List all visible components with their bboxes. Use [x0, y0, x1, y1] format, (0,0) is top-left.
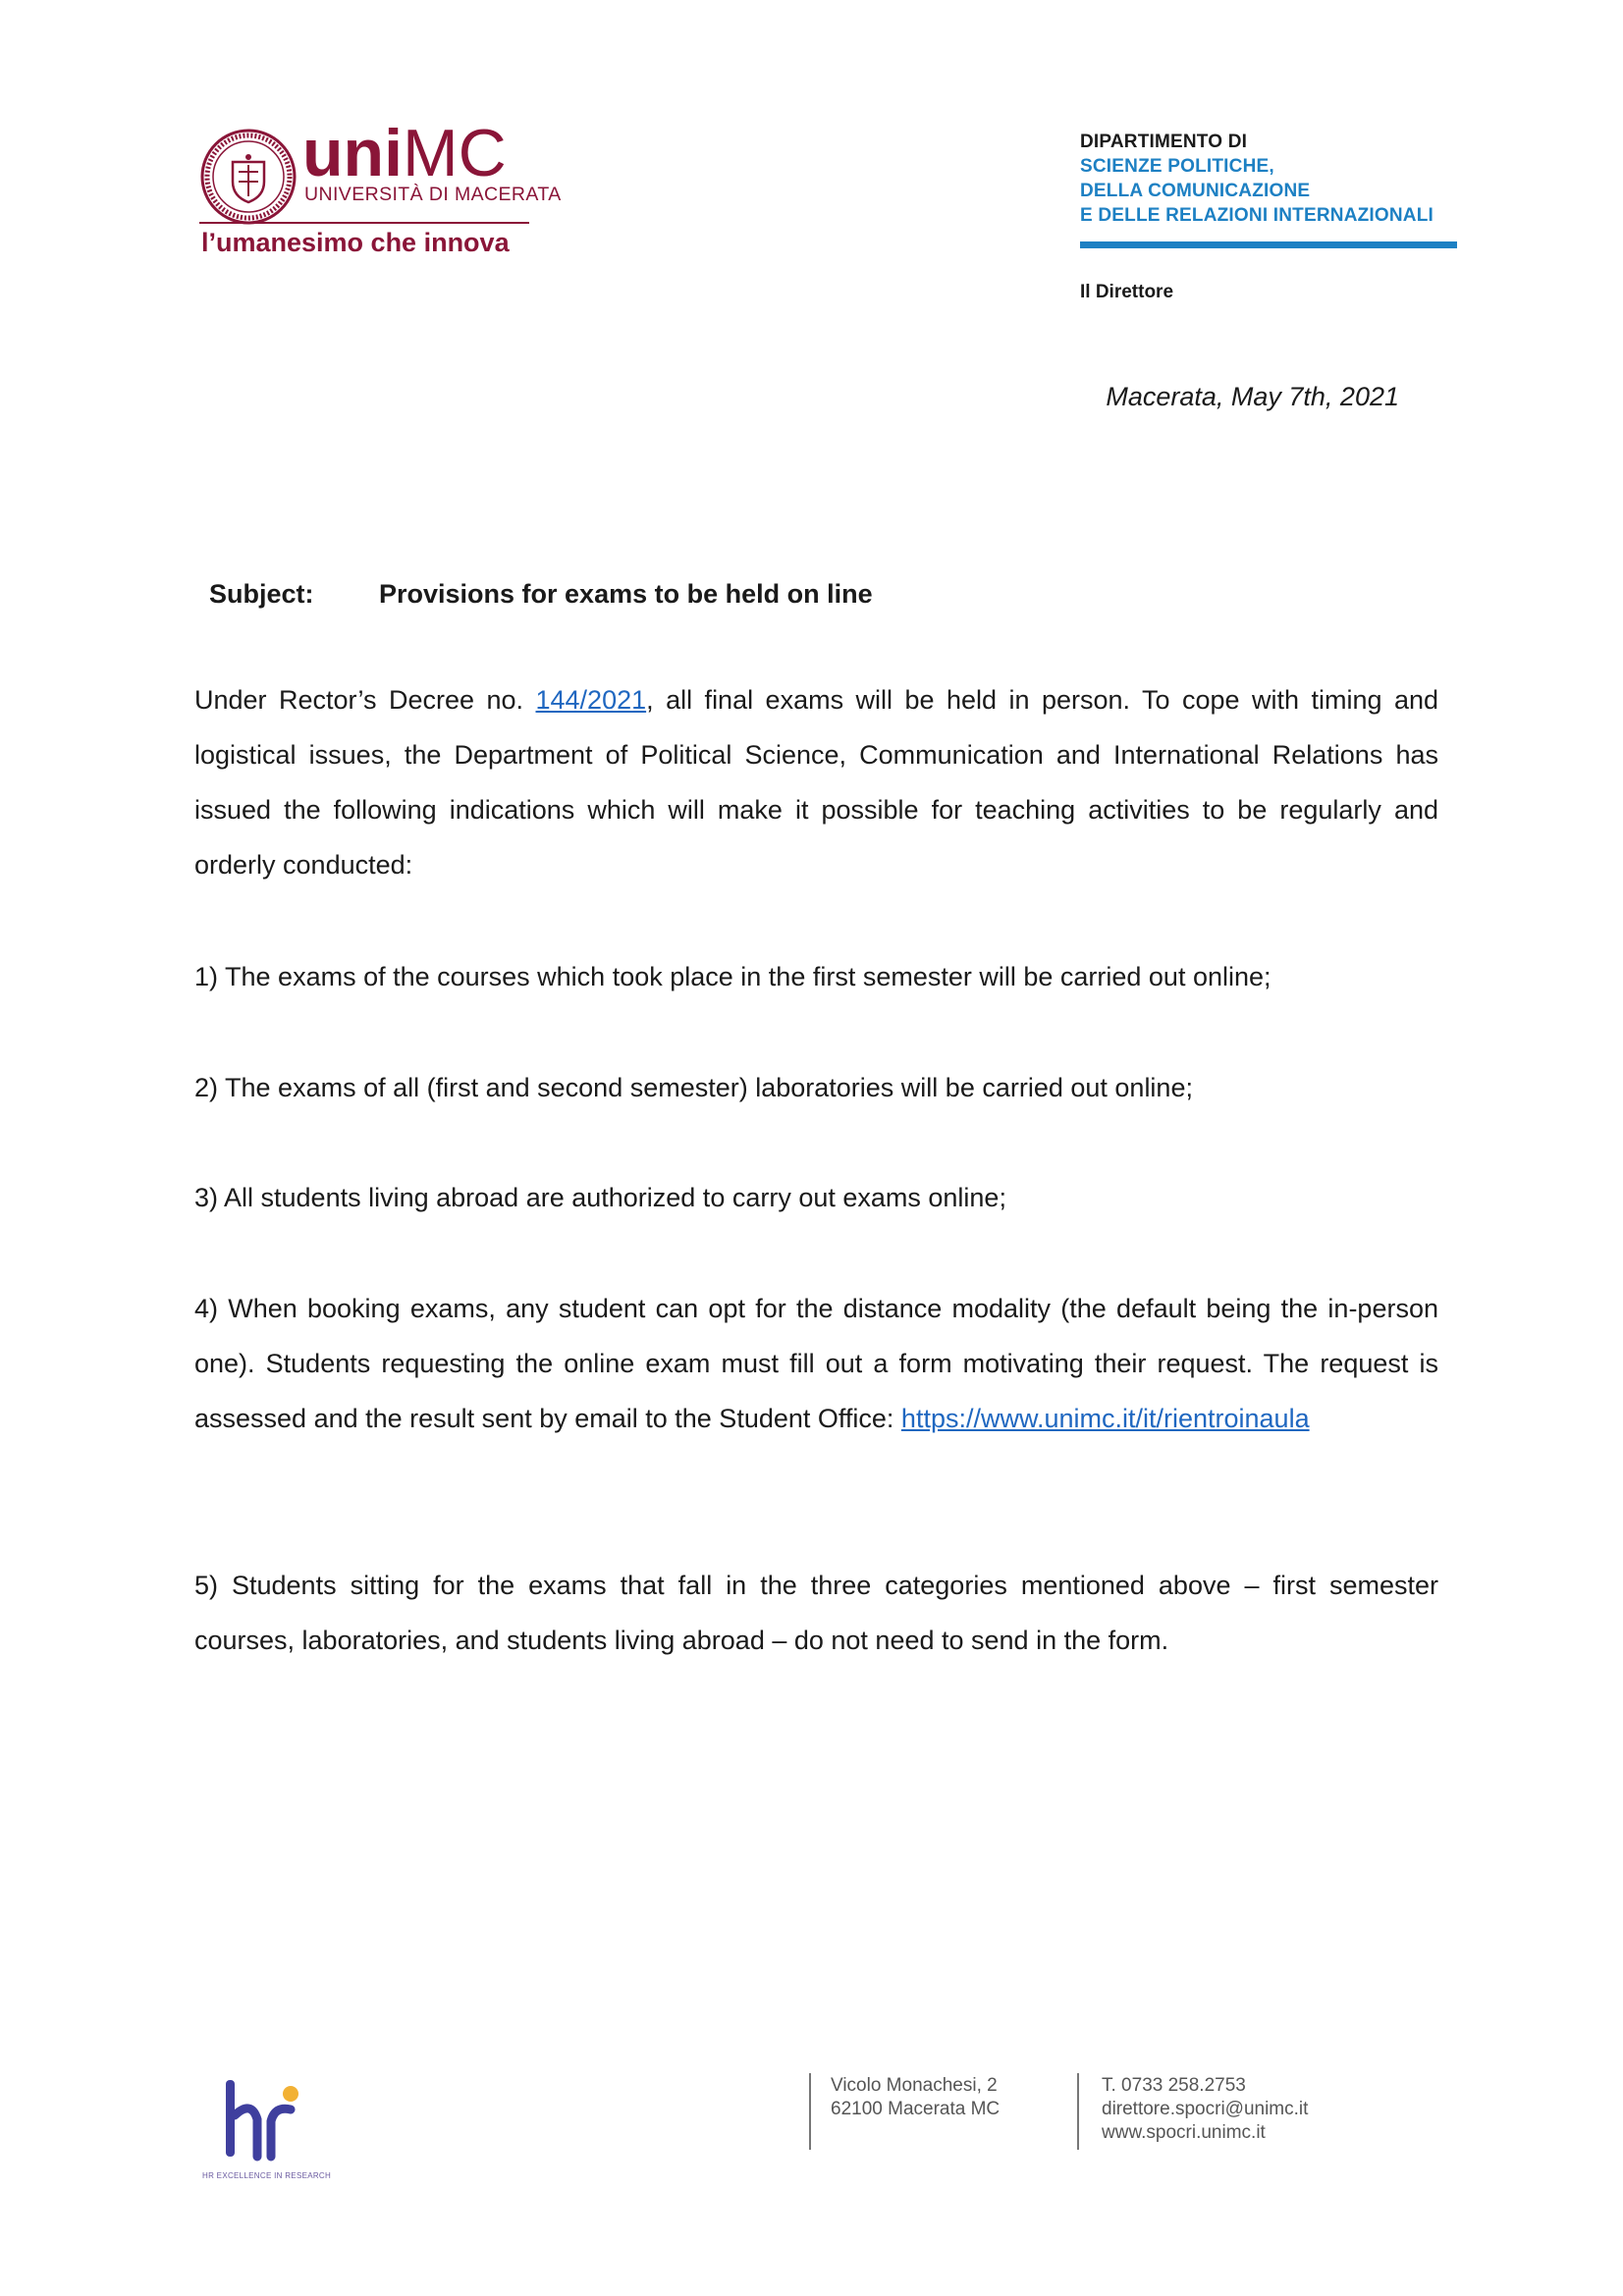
rientro-in-aula-link[interactable]: https://www.unimc.it/it/rientroinaula: [900, 1404, 1310, 1433]
list-item: 5) Students sitting for the exams that fall in the three categories mentioned above – first semester courses, laboratories, and students living abroad – do not need to send in the form.: [194, 1571, 1438, 1655]
subject-label: Subject:: [209, 579, 314, 609]
list-item: 2) The exams of all (first and second semester) laboratories will be carried out online;: [194, 1073, 1193, 1102]
hr-logo-caption: HR EXCELLENCE IN RESEARCH: [202, 2171, 332, 2180]
department-divider: [1080, 241, 1457, 248]
intro-text: , all final exams will be held in person. To cope with timing and logistical issues, the Department of Political Science, Communication and International Relations has issued the following indications which will make it possible for teaching activities to be regularly and orderly conducted:: [194, 685, 1438, 880]
address-line: 62100 Macerata MC: [831, 2099, 1001, 2119]
phone-number: T. 0733 258.2753: [1102, 2075, 1246, 2096]
place-date: Macerata, May 7th, 2021: [1106, 382, 1399, 411]
email-address: direttore.spocri@unimc.it: [1102, 2099, 1309, 2119]
list-item: 3) All students living abroad are authorized to carry out exams online;: [194, 1183, 1006, 1212]
list-item: 1) The exams of the courses which took place in the first semester will be carried out online;: [194, 962, 1271, 991]
footer-divider: [1077, 2073, 1079, 2150]
department-heading: DIPARTIMENTO DI: [1080, 132, 1248, 152]
department-name-line: E DELLE RELAZIONI INTERNAZIONALI: [1080, 205, 1434, 226]
address-line: Vicolo Monachesi, 2: [831, 2075, 998, 2096]
university-motto: l’umanesimo che innova: [201, 228, 510, 257]
university-wordmark: [302, 116, 507, 190]
footer-address: [831, 2074, 1000, 2121]
list-item-text: 4) When booking exams, any student can opt for the distance modality (the default being the in-person one). Students requesting the online exam must fill out a form motivating their request. The request is assessed and the result sent by email to the Student Office:: [194, 1294, 1438, 1433]
office-title: Il Direttore: [1080, 282, 1174, 302]
department-name-line: SCIENZE POLITICHE,: [1080, 156, 1274, 177]
footer-divider: [809, 2073, 811, 2150]
decree-link[interactable]: 144/2021: [535, 685, 647, 715]
university-seal-logo: [199, 128, 298, 226]
list-item: [194, 1281, 1438, 1446]
department-name-line: DELLA COMUNICAZIONE: [1080, 181, 1311, 201]
wordmark-regular: MC: [402, 116, 507, 190]
hr-excellence-logo: [218, 2076, 306, 2164]
logo-divider: [199, 222, 529, 224]
wordmark-bold: uni: [302, 116, 403, 190]
website: www.spocri.unimc.it: [1102, 2122, 1266, 2143]
subject-text: Provisions for exams to be held on line: [379, 579, 873, 609]
intro-paragraph: [194, 672, 1438, 892]
university-name: UNIVERSITÀ DI MACERATA: [304, 184, 562, 205]
intro-text: Under Rector’s Decree no.: [194, 685, 536, 715]
footer-contact: [1102, 2074, 1308, 2145]
